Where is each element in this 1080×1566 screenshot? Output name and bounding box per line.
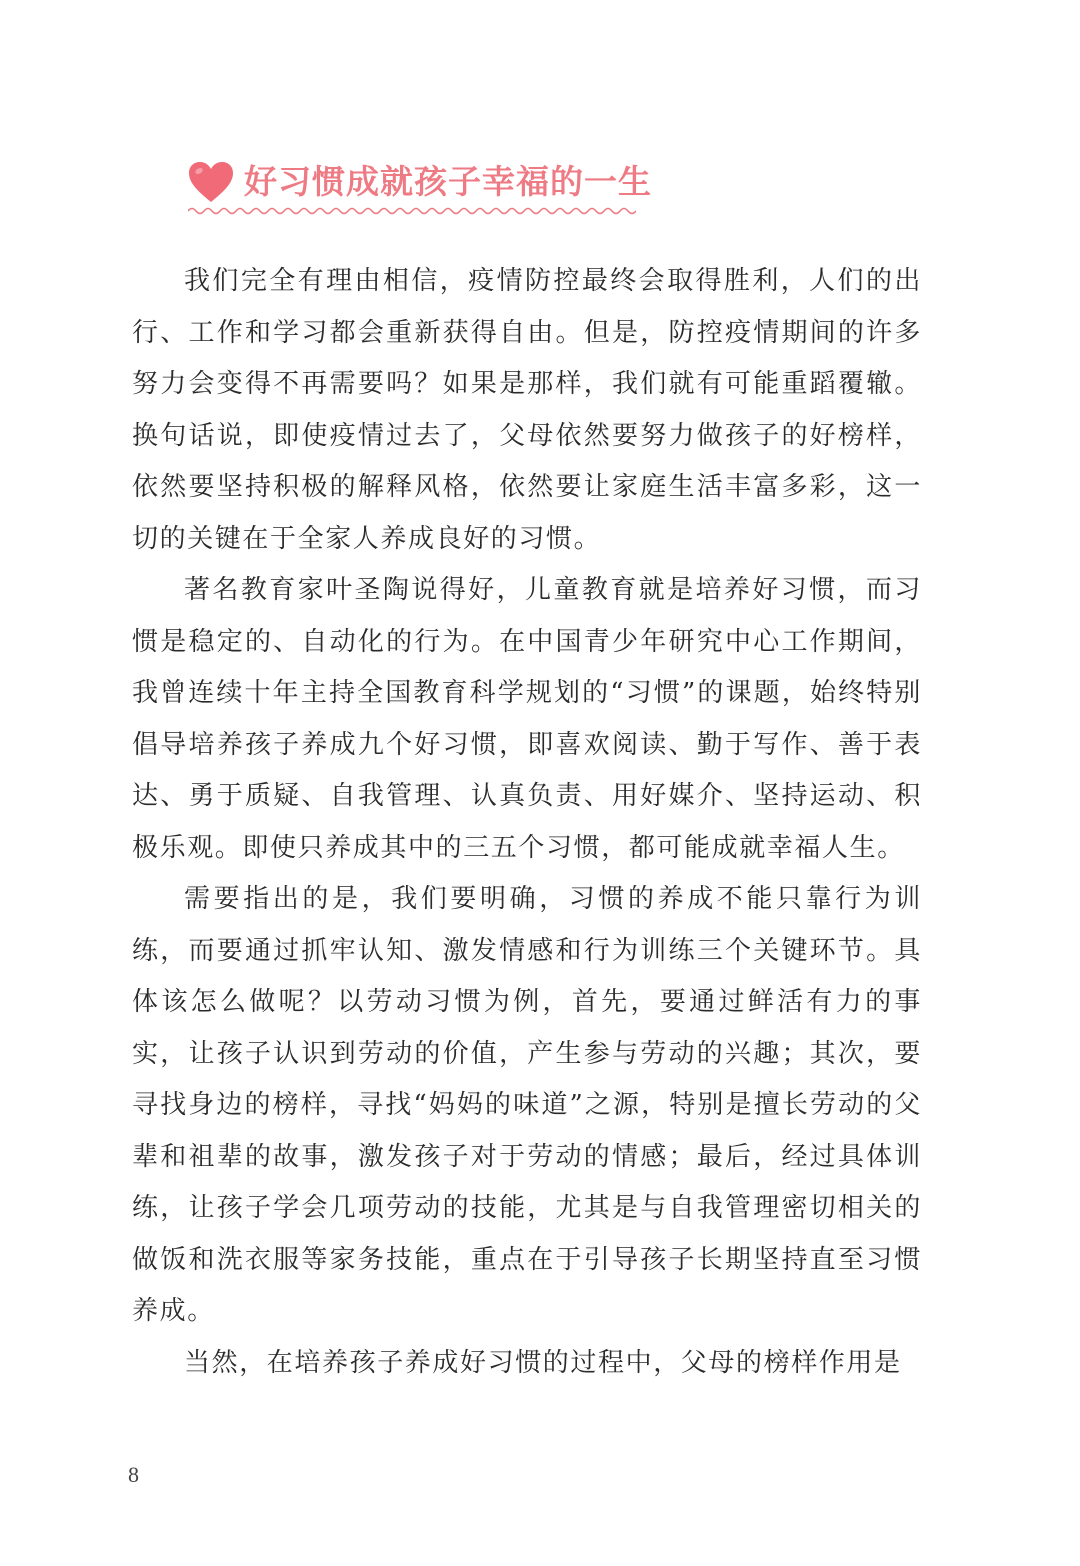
section-heading: [188, 150, 652, 220]
paragraph-3: 需要指出的是，我们要明确，习惯的养成不能只靠行为训练，而要通过抓牢认知、激发情感和行为训练三个关键环节。具体该怎么做呢？以劳动习惯为例，首先，要通过鲜活有力的事实，让孩子认识到劳动的价值，产生参与劳动的兴趣；其次，要寻找身边的榜样，寻找“妈妈的味道”之源，特别是擅长劳动的父辈和祖辈的故事，激发孩子对于劳动的情感；最后，经过具体训练，让孩子学会几项劳动的技能，尤其是与自我管理密切相关的做饭和洗衣服等家务技能，重点在于引导孩子长期坚持直至习惯养成。: [132, 884, 922, 1326]
heading-title: 好习惯成就孩子幸福的一生: [244, 162, 652, 201]
page-number: 8: [128, 1462, 139, 1487]
paragraph-4: 当然，在培养孩子养成好习惯的过程中，父母的榜样作用是: [184, 1347, 902, 1378]
body-text: [132, 256, 922, 1389]
heart-icon: [188, 162, 234, 204]
paragraph-2: 著名教育家叶圣陶说得好，儿童教育就是培养好习惯，而习惯是稳定的、自动化的行为。在中国青少年研究中心工作期间，我曾连续十年主持全国教育科学规划的“习惯”的课题，始终特别倡导培养孩子养成九个好习惯，即喜欢阅读、勤于写作、善于表达、勇于质疑、自我管理、认真负责、用好媒介、坚持运动、积极乐观。即使只养成其中的三五个习惯，都可能成就幸福人生。: [132, 575, 922, 863]
paragraph-1: 我们完全有理由相信，疫情防控最终会取得胜利，人们的出行、工作和学习都会重新获得自由。但是，防控疫情期间的许多努力会变得不再需要吗？如果是那样，我们就有可能重蹈覆辙。换句话说，即使疫情过去了，父母依然要努力做孩子的好榜样，依然要坚持积极的解释风格，依然要让家庭生活丰富多彩，这一切的关键在于全家人养成良好的习惯。: [132, 266, 922, 554]
wavy-underline: [188, 206, 636, 216]
